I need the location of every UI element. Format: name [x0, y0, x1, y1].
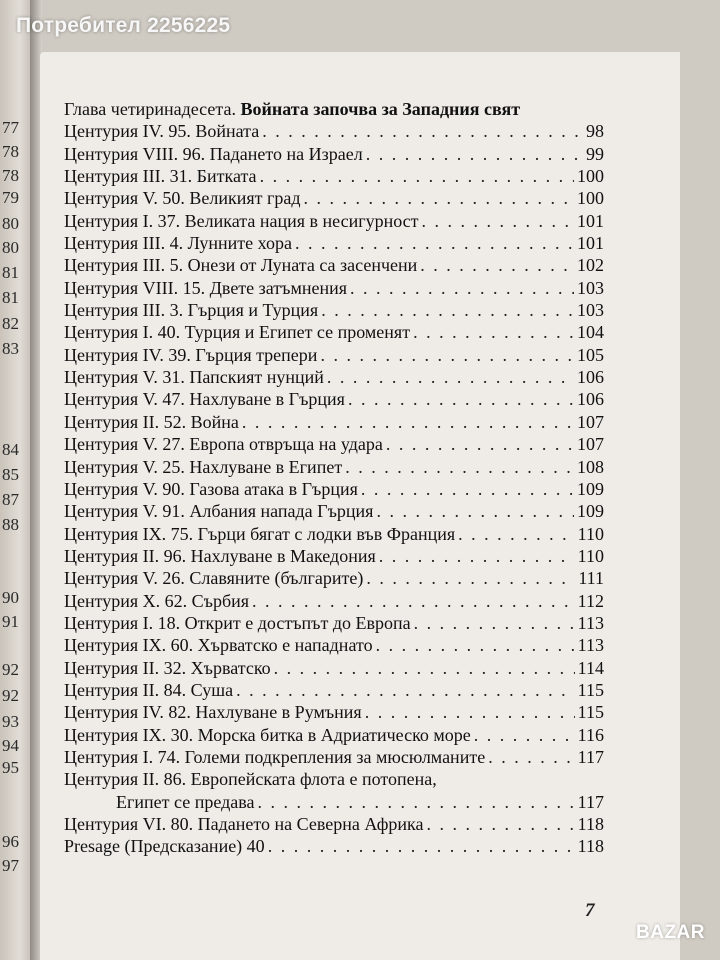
toc-entry-title: Центурия V. 50. Великият град	[64, 188, 301, 209]
toc-final-entries	[64, 813, 604, 858]
leader-dots	[295, 232, 574, 254]
toc-entry-title: Центурия III. 31. Битката	[64, 166, 257, 187]
toc-entry-page: 117	[577, 746, 604, 767]
margin-number: 90	[2, 588, 19, 607]
toc-entry	[64, 366, 604, 388]
leader-dots	[260, 165, 574, 187]
toc-entry-page: 118	[577, 814, 604, 834]
margin-number: 84	[2, 440, 19, 459]
leader-dots	[350, 277, 574, 299]
margin-number: 91	[2, 612, 19, 631]
toc-entry	[64, 388, 604, 410]
margin-number: 79	[2, 188, 19, 207]
toc-entry-page: 98	[586, 121, 604, 142]
leader-dots	[262, 120, 583, 142]
toc-entry-title: Центурия I. 74. Големи подкрепления за мюсюлманите	[64, 746, 486, 767]
toc-entry	[64, 299, 604, 321]
toc-entry-title: Центурия II. 84. Суша	[64, 679, 234, 700]
margin-number: 77	[2, 118, 19, 137]
toc-entry	[64, 634, 604, 656]
toc-entry	[64, 567, 604, 589]
toc-entry	[64, 657, 604, 679]
leader-dots	[327, 366, 574, 388]
toc-entry-page: 108	[577, 456, 604, 477]
leader-dots	[236, 679, 575, 701]
chapter-heading	[64, 98, 604, 120]
leader-dots	[268, 835, 575, 857]
leader-dots	[474, 724, 575, 746]
leader-dots	[488, 746, 574, 768]
toc-entry	[64, 545, 604, 567]
leader-dots	[345, 456, 574, 478]
margin-number: 85	[2, 465, 19, 484]
toc-entry	[64, 590, 604, 612]
toc-entry-page: 109	[577, 478, 604, 499]
toc-entry	[64, 321, 604, 343]
toc-entry-page: 109	[577, 501, 604, 522]
leader-dots	[386, 433, 574, 455]
toc-entry-title: Центурия V. 26. Славяните (българите)	[64, 568, 364, 589]
toc-entry	[64, 835, 604, 857]
toc-entry-page: 107	[577, 434, 604, 455]
toc-entry-title: Центурия V. 47. Нахлуване в Гърция	[64, 389, 345, 410]
toc-entry	[64, 701, 604, 723]
toc-entry-page: 116	[577, 724, 604, 745]
toc-entry	[64, 210, 604, 232]
toc-entry	[64, 478, 604, 500]
toc-entry-page: 106	[577, 367, 604, 388]
toc-entry-title: Центурия II. 52. Война	[64, 411, 239, 432]
toc-entry	[64, 344, 604, 366]
toc-entry-page: 118	[577, 836, 604, 857]
margin-number: 95	[2, 758, 19, 777]
toc-entry	[64, 679, 604, 701]
toc-entry-title: Центурия VIII. 15. Двете затъмнения	[64, 277, 348, 298]
page-number: 7	[585, 900, 595, 921]
margin-number: 78	[2, 142, 19, 161]
toc-entry-title: Центурия V. 90. Газова атака в Гърция	[64, 478, 358, 499]
toc-entry-page: 117	[577, 791, 604, 812]
margin-number: 87	[2, 490, 19, 509]
toc-entry-title: Центурия III. 4. Лунните хора	[64, 233, 292, 254]
toc-entry-page: 115	[577, 702, 604, 723]
toc-entry	[64, 523, 604, 545]
toc-entry-title: Центурия IV. 39. Гърция трепери	[64, 344, 318, 365]
toc-entry	[64, 120, 604, 142]
toc-entry	[64, 813, 604, 835]
leader-dots	[257, 791, 574, 813]
leader-dots	[304, 187, 574, 209]
margin-number: 94	[2, 736, 19, 755]
toc-entry-page: 115	[577, 679, 604, 700]
toc-entry-title: Центурия IX. 75. Гърци бягат с лодки във Франция	[64, 523, 456, 544]
toc-entry-title: Центурия X. 62. Сърбия	[64, 590, 250, 611]
toc-entry-title: Центурия II. 32. Хърватско	[64, 657, 271, 678]
leader-dots	[366, 567, 575, 589]
toc-entry	[64, 277, 604, 299]
toc-entry	[64, 746, 604, 768]
toc-entry-title: Центурия I. 18. Открит е достъпът до Европа	[64, 612, 411, 633]
toc-entry-title: Центурия VIII. 96. Падането на Израел	[64, 143, 363, 164]
toc-entry-title: Центурия IV. 95. Войната	[64, 121, 260, 142]
chapter-heading-prefix: Глава четиринадесета.	[64, 99, 241, 119]
margin-number: 97	[2, 856, 19, 875]
toc-entry-page: 111	[578, 568, 604, 589]
margin-number: 81	[2, 288, 19, 307]
toc-entry-page: 101	[577, 233, 604, 254]
leader-dots	[426, 813, 574, 835]
table-of-contents	[64, 98, 604, 858]
toc-entry-page: 107	[577, 411, 604, 432]
toc-entry-title: Центурия I. 40. Турция и Египет се променят	[64, 322, 411, 343]
leader-dots	[376, 634, 575, 656]
leader-dots	[414, 612, 575, 634]
leader-dots	[361, 478, 574, 500]
leader-dots	[274, 657, 575, 679]
toc-entry-title: Центурия II. 96. Нахлуване в Македония	[64, 545, 376, 566]
toc-entry-title: Центурия III. 3. Гърция и Турция	[64, 300, 319, 321]
toc-entry-title: Центурия V. 31. Папският нунций	[64, 367, 324, 388]
margin-number: 78	[2, 166, 19, 185]
toc-entry-page: 101	[577, 210, 604, 231]
toc-entry	[64, 254, 604, 276]
toc-entry-multiline-line2	[64, 791, 604, 813]
toc-entry	[64, 187, 604, 209]
margin-number: 80	[2, 214, 19, 233]
toc-entry-title: Центурия IX. 30. Морска битка в Адриатическо море	[64, 724, 471, 745]
leader-dots	[458, 523, 575, 545]
margin-number: 96	[2, 832, 19, 851]
leader-dots	[321, 299, 574, 321]
margin-number: 82	[2, 314, 19, 333]
margin-number: 93	[2, 712, 19, 731]
margin-number: 80	[2, 238, 19, 257]
bazar-logo: BAZAR	[636, 922, 705, 943]
toc-entry-page: 104	[577, 322, 604, 343]
margin-number: 88	[2, 515, 19, 534]
toc-entry-page: 100	[577, 166, 604, 187]
toc-entries	[64, 120, 604, 768]
toc-entry	[64, 724, 604, 746]
toc-entry	[64, 500, 604, 522]
leader-dots	[413, 321, 574, 343]
toc-entry-title: Египет се предава	[116, 791, 255, 812]
leader-dots	[420, 254, 574, 276]
toc-entry-page: 113	[577, 612, 604, 633]
toc-entry-page: 112	[577, 590, 604, 611]
toc-entry-page: 110	[577, 523, 604, 544]
toc-entry-page: 103	[577, 277, 604, 298]
toc-entry-title: Центурия IV. 82. Нахлуване в Румъния	[64, 702, 362, 723]
toc-entry	[64, 165, 604, 187]
toc-entry-page: 103	[577, 300, 604, 321]
toc-entry-title: Центурия II. 86. Европейската флота е потопена,	[64, 769, 437, 790]
toc-entry-page: 99	[586, 143, 604, 164]
toc-entry-title: Центурия IX. 60. Хърватско е нападнато	[64, 635, 373, 656]
toc-entry	[64, 612, 604, 634]
chapter-heading-title: Войната започва за Западния свят	[240, 99, 521, 119]
leader-dots	[365, 701, 575, 723]
toc-entry-page: 105	[577, 344, 604, 365]
toc-entry-page: 110	[577, 545, 604, 566]
toc-entry-title: Центурия VI. 80. Падането на Северна Африка	[64, 814, 424, 834]
margin-number: 92	[2, 660, 19, 679]
toc-entry-title: Центурия I. 37. Великата нация в несигурност	[64, 210, 419, 231]
toc-entry-title: Центурия V. 27. Европа отвръща на удара	[64, 434, 383, 455]
toc-entry-page: 102	[577, 255, 604, 276]
toc-entry-page: 114	[577, 657, 604, 678]
toc-entry-title: Центурия V. 25. Нахлуване в Египет	[64, 456, 343, 477]
toc-entry	[64, 433, 604, 455]
toc-entry	[64, 232, 604, 254]
leader-dots	[379, 545, 575, 567]
toc-entry-page: 106	[577, 389, 604, 410]
user-watermark: Потребител 2256225	[16, 14, 231, 37]
toc-entry-multiline-line1	[64, 768, 604, 790]
leader-dots	[348, 388, 574, 410]
toc-entry-page: 100	[577, 188, 604, 209]
margin-number: 83	[2, 339, 19, 358]
toc-entry-title: Presage (Предсказание) 40	[64, 836, 265, 857]
margin-number: 81	[2, 263, 19, 282]
leader-dots	[242, 411, 574, 433]
toc-entry-title: Центурия V. 91. Албания напада Гърция	[64, 501, 374, 522]
leader-dots	[252, 590, 575, 612]
leader-dots	[366, 143, 583, 165]
toc-entry-page: 113	[577, 635, 604, 656]
toc-entry	[64, 456, 604, 478]
leader-dots	[320, 344, 574, 366]
margin-number: 92	[2, 686, 19, 705]
toc-entry-title: Центурия III. 5. Онези от Луната са засенчени	[64, 255, 418, 276]
toc-entry	[64, 411, 604, 433]
leader-dots	[376, 500, 574, 522]
leader-dots	[422, 210, 574, 232]
toc-entry	[64, 143, 604, 165]
